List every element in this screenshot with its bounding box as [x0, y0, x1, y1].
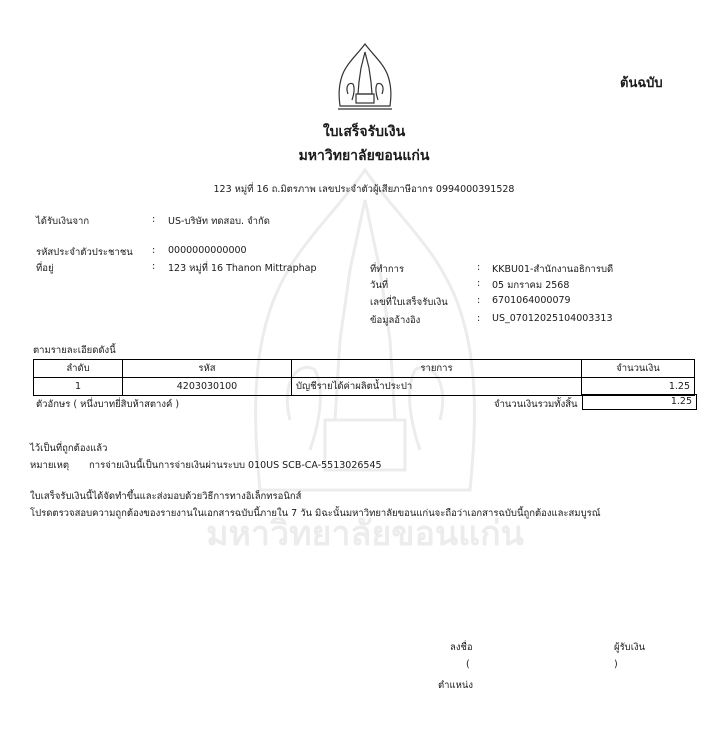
address-value: 123 หมู่ที่ 16 Thanon Mittraphap: [168, 263, 317, 274]
colon: :: [477, 278, 481, 289]
receipt-no-label: เลขที่ใบเสร็จรับเงิน: [370, 297, 448, 308]
position-label: ตำแหน่ง: [438, 680, 474, 691]
remark-label: หมายเหตุ: [30, 460, 70, 471]
reference-label: ข้อมูลอ้างอิง: [370, 315, 421, 326]
row-no: 1: [34, 378, 123, 396]
colon: :: [152, 261, 156, 272]
electronic-notice: ใบเสร็จรับเงินนี้ได้จัดทำขึ้นและส่งมอบด้วยวิธีการทางอิเล็กทรอนิกส์: [30, 491, 302, 502]
total-label: จำนวนเงินรวมทั้งสิ้น: [494, 399, 578, 410]
receipt-no-value: 6701064000079: [492, 295, 571, 306]
id-label: รหัสประจำตัวประชาชน: [36, 247, 133, 258]
row-amount: 1.25: [582, 378, 695, 396]
colon: :: [477, 313, 481, 324]
university-name: มหาวิทยาลัยขอนแก่น: [298, 148, 430, 164]
id-value: 0000000000000: [168, 245, 247, 256]
office-label: ที่ทำการ: [370, 264, 405, 275]
verify-notice: โปรดตรวจสอบความถูกต้องของรายงานในเอกสารฉบับนี้ภายใน 7 วัน มิฉะนั้นมหาวิทยาลัยขอนแก่นจะถือว่าเอกสารฉบับนี้ถูกต้องและสมบูรณ์: [30, 508, 601, 519]
document-title: ใบเสร็จรับเงิน: [322, 124, 406, 140]
colon: :: [152, 214, 156, 225]
items-table: [33, 359, 695, 396]
colon: :: [152, 245, 156, 256]
receiver-label: ผู้รับเงิน: [614, 642, 646, 653]
header-amount: จำนวนเงิน: [582, 360, 695, 378]
colon: :: [477, 262, 481, 273]
header-no: ลำดับ: [34, 360, 123, 378]
received-from-value: US-บริษัท ทดสอบ. จำกัด: [168, 216, 270, 227]
copy-label: ต้นฉบับ: [620, 76, 663, 91]
items-intro: ตามรายละเอียดดังนี้: [33, 345, 116, 356]
address-label: ที่อยู่: [36, 263, 54, 274]
office-value: KKBU01-สำนักงานอธิการบดี: [492, 264, 614, 275]
open-paren: (: [466, 659, 470, 670]
received-correctly-note: ไว้เป็นที่ถูกต้องแล้ว: [30, 443, 108, 454]
remark-value: การจ่ายเงินนี้เป็นการจ่ายเงินผ่านระบบ 010US SCB-CA-5513026545: [89, 460, 382, 471]
amount-in-words: ตัวอักษร ( หนึ่งบาทยี่สิบห้าสตางค์ ): [36, 399, 180, 410]
sign-label: ลงชื่อ: [450, 642, 473, 653]
header-description: รายการ: [292, 360, 582, 378]
header-code: รหัส: [123, 360, 292, 378]
reference-value: US_07012025104003313: [492, 313, 613, 324]
row-code: 4203030100: [123, 378, 292, 396]
university-crest-logo: [334, 42, 396, 112]
date-label: วันที่: [370, 280, 389, 291]
received-from-label: ได้รับเงินจาก: [36, 216, 90, 227]
close-paren: ): [614, 659, 618, 670]
date-value: 05 มกราคม 2568: [492, 280, 570, 291]
row-description: บัญชีรายได้ค่าผลิตน้ำประปา: [292, 378, 582, 396]
watermark-text: มหาวิทยาลัยขอนแก่น: [206, 514, 524, 554]
address-line: 123 หมู่ที่ 16 ถ.มิตรภาพ เลขประจำตัวผู้เสียภาษีอากร 0994000391528: [213, 184, 515, 195]
total-value: 1.25: [582, 394, 697, 410]
table-header-row: [34, 360, 695, 378]
colon: :: [477, 295, 481, 306]
table-row: [34, 378, 695, 396]
